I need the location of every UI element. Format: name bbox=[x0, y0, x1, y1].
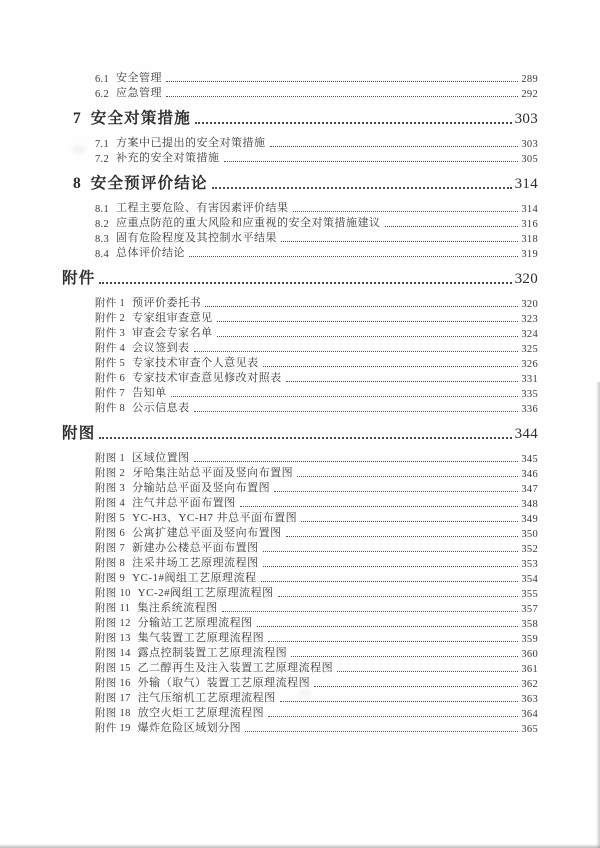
toc-entry-number: 6.2 bbox=[95, 89, 110, 100]
toc-entry-title: 专家技术审查个人意见表 bbox=[132, 357, 259, 369]
toc-entry bbox=[62, 705, 538, 720]
toc-entry-number: 附件 2 bbox=[95, 313, 126, 324]
toc-entry-page: 335 bbox=[521, 389, 538, 400]
dot-leader bbox=[166, 96, 518, 97]
dot-leader bbox=[281, 241, 518, 242]
toc-section-heading-title: 安全预评价结论 bbox=[90, 175, 208, 192]
dot-leader bbox=[257, 626, 519, 627]
toc-entry-title: 会议签到表 bbox=[132, 342, 190, 354]
toc-section-heading-title: 附件 bbox=[62, 270, 96, 287]
dot-leader bbox=[280, 701, 519, 702]
toc-entry-number: 附件 1 bbox=[95, 298, 126, 309]
toc-section-heading-page: 303 bbox=[514, 111, 538, 127]
toc-section-heading-number: 8 bbox=[73, 175, 81, 192]
toc-entry-number: 附图 16 bbox=[95, 678, 131, 689]
toc-entry-title: 露点控制装置工艺原理流程图 bbox=[137, 647, 288, 659]
toc-entry bbox=[62, 540, 538, 555]
toc-entry-page: 323 bbox=[521, 314, 538, 325]
toc-entry-title: 注采井场工艺原理流程图 bbox=[132, 557, 259, 569]
toc-entry bbox=[62, 245, 538, 260]
toc-entry bbox=[62, 310, 538, 325]
scan-edge-right bbox=[596, 382, 600, 848]
toc-entry-title: 集注系统流程图 bbox=[137, 602, 218, 614]
dot-leader bbox=[291, 656, 518, 657]
toc-entry-title: 新建办公楼总平面布置图 bbox=[132, 542, 259, 554]
dot-leader bbox=[212, 187, 512, 189]
toc-entry-page: 348 bbox=[521, 499, 538, 510]
toc-entry-number: 附图 3 bbox=[95, 483, 126, 494]
scan-edge-bottom bbox=[0, 844, 600, 848]
toc-entry-page: 352 bbox=[521, 544, 538, 555]
toc-entry-number: 附图 9 bbox=[95, 573, 126, 584]
toc-entry-number: 附件 19 bbox=[95, 723, 131, 734]
toc-entry-page: 360 bbox=[521, 649, 538, 660]
toc-entry bbox=[62, 85, 538, 100]
toc-entry-number: 8.3 bbox=[95, 234, 110, 245]
toc-entry bbox=[62, 555, 538, 570]
dot-leader bbox=[263, 366, 519, 367]
scan-smudge bbox=[300, 690, 310, 696]
toc-entry-page: 365 bbox=[521, 724, 538, 735]
dot-leader bbox=[286, 381, 519, 382]
toc-entry-title: 集气装置工艺原理流程图 bbox=[137, 632, 265, 644]
toc-section-heading-title: 附图 bbox=[62, 425, 96, 442]
toc-entry-number: 附件 3 bbox=[95, 328, 126, 339]
toc-entry-title: 区域位置图 bbox=[132, 452, 190, 464]
toc-entry-page: 305 bbox=[521, 154, 538, 165]
toc-entry-number: 附件 5 bbox=[95, 358, 126, 369]
toc-entry-number: 6.1 bbox=[95, 74, 110, 85]
toc-entry-page: 364 bbox=[521, 709, 538, 720]
toc-entry-number: 附图 14 bbox=[95, 648, 131, 659]
toc-entry-title: 外输（取气）装置工艺原理流程图 bbox=[137, 677, 311, 689]
toc-entry-number: 附件 4 bbox=[95, 343, 126, 354]
dot-leader bbox=[217, 336, 519, 337]
dot-leader bbox=[268, 641, 518, 642]
toc-entry-title: 预评价委托书 bbox=[132, 297, 202, 309]
dot-leader bbox=[385, 226, 519, 227]
dot-leader bbox=[293, 211, 519, 212]
toc-entry-title: 审查会专家名单 bbox=[132, 327, 213, 339]
dot-leader bbox=[205, 306, 518, 307]
toc-entry bbox=[62, 150, 538, 165]
toc-entry-title: 方案中已提出的安全对策措施 bbox=[116, 137, 266, 149]
dot-leader bbox=[286, 536, 519, 537]
toc-entry-page: 318 bbox=[521, 234, 538, 245]
scan-smudge bbox=[72, 146, 86, 153]
toc-entry bbox=[62, 720, 538, 735]
toc-entry-number: 附图 7 bbox=[95, 543, 126, 554]
toc-entry-number: 附图 15 bbox=[95, 663, 131, 674]
toc-entry bbox=[62, 325, 538, 340]
toc-entry-page: 354 bbox=[521, 574, 538, 585]
dot-leader bbox=[189, 256, 518, 257]
toc-entry-page: 319 bbox=[521, 249, 538, 260]
toc-section-heading-page: 314 bbox=[514, 176, 538, 192]
toc-entry-page: 353 bbox=[521, 559, 538, 570]
toc-entry bbox=[62, 215, 538, 230]
dot-leader bbox=[195, 122, 512, 124]
toc-entry bbox=[62, 230, 538, 245]
toc-entry-page: 349 bbox=[521, 514, 538, 525]
toc-entry-number: 附图 2 bbox=[95, 468, 126, 479]
dot-leader bbox=[222, 611, 519, 612]
toc-entry-number: 附图 12 bbox=[95, 618, 131, 629]
toc-entry bbox=[62, 675, 538, 690]
dot-leader bbox=[263, 551, 519, 552]
toc-entry-page: 326 bbox=[521, 359, 538, 370]
dot-leader bbox=[194, 411, 519, 412]
dot-leader bbox=[245, 731, 518, 732]
toc-entry-page: 324 bbox=[521, 329, 538, 340]
toc-entry bbox=[62, 525, 538, 540]
toc-entry-page: 336 bbox=[521, 404, 538, 415]
toc-entry-number: 附图 11 bbox=[95, 603, 131, 614]
toc-entry-number: 附件 7 bbox=[95, 388, 126, 399]
toc-entry bbox=[62, 340, 538, 355]
toc-entry bbox=[62, 510, 538, 525]
dot-leader bbox=[217, 321, 519, 322]
toc-section-heading-page: 320 bbox=[514, 271, 538, 287]
dot-leader bbox=[270, 146, 519, 147]
toc-entry-number: 附图 13 bbox=[95, 633, 131, 644]
toc-entry-title: YC-H3、YC-H7 井总平面布置图 bbox=[132, 512, 298, 524]
toc-entry bbox=[62, 600, 538, 615]
toc-entry-page: 359 bbox=[521, 634, 538, 645]
dot-leader bbox=[224, 161, 519, 162]
dot-leader bbox=[337, 671, 518, 672]
toc-entry-page: 361 bbox=[521, 664, 538, 675]
toc-entry-title: 工程主要危险、有害因素评价结果 bbox=[116, 202, 289, 214]
toc-entry bbox=[62, 70, 538, 85]
toc-section-heading-title: 安全对策措施 bbox=[90, 110, 191, 127]
toc-entry-number: 附图 8 bbox=[95, 558, 126, 569]
toc-entry bbox=[62, 200, 538, 215]
toc-entry bbox=[62, 480, 538, 495]
dot-leader bbox=[166, 81, 518, 82]
toc-entry bbox=[62, 135, 538, 150]
toc-section-heading-page: 344 bbox=[514, 426, 538, 442]
toc-entry-number: 附图 17 bbox=[95, 693, 131, 704]
dot-leader bbox=[194, 351, 519, 352]
toc-entry-title: 爆炸危险区域划分图 bbox=[137, 722, 242, 734]
toc-entry-title: 告知单 bbox=[132, 387, 167, 399]
toc-entry-number: 附图 4 bbox=[95, 498, 126, 509]
dot-leader bbox=[171, 396, 519, 397]
toc-entry-page: 362 bbox=[521, 679, 538, 690]
toc-entry bbox=[62, 400, 538, 415]
toc-entry-title: 乙二醇再生及注入装置工艺原理流程图 bbox=[137, 662, 334, 674]
toc-entry-title: 公寓扩建总平面及竖向布置图 bbox=[132, 527, 282, 539]
toc-entry-number: 附图 5 bbox=[95, 513, 126, 524]
toc-entry-page: 363 bbox=[521, 694, 538, 705]
toc-entry-number: 附图 1 bbox=[95, 453, 126, 464]
toc-entry-page: 314 bbox=[521, 204, 538, 215]
toc-entry-title: 放空火炬工艺原理流程图 bbox=[137, 707, 265, 719]
toc-entry bbox=[62, 585, 538, 600]
toc-section-heading bbox=[62, 269, 538, 288]
toc-section-heading bbox=[62, 424, 538, 443]
toc-entry bbox=[62, 370, 538, 385]
toc-entry bbox=[62, 465, 538, 480]
toc-entry bbox=[62, 495, 538, 510]
toc-entry-page: 346 bbox=[521, 469, 538, 480]
toc-entry bbox=[62, 295, 538, 310]
dot-leader bbox=[301, 521, 518, 522]
toc-entry-title: 注气井总平面布置图 bbox=[132, 497, 236, 509]
toc-entry bbox=[62, 660, 538, 675]
toc-entry bbox=[62, 385, 538, 400]
toc-entry-title: 公示信息表 bbox=[132, 402, 190, 414]
toc-entry-title: 专家组审查意见 bbox=[132, 312, 213, 324]
dot-leader bbox=[268, 716, 518, 717]
toc-entry-number: 7.2 bbox=[95, 154, 110, 165]
toc-entry-title: 注气压缩机工艺原理流程图 bbox=[137, 692, 276, 704]
toc-entry-number: 8.1 bbox=[95, 204, 110, 215]
toc-entry-page: 320 bbox=[521, 299, 538, 310]
toc-entry bbox=[62, 615, 538, 630]
toc-entry-title: 牙哈集注站总平面及竖向布置图 bbox=[132, 467, 294, 479]
table-of-contents bbox=[62, 70, 538, 735]
toc-entry-page: 347 bbox=[521, 484, 538, 495]
toc-entry-page: 331 bbox=[521, 374, 538, 385]
toc-entry-number: 8.4 bbox=[95, 249, 110, 260]
toc-entry-page: 289 bbox=[521, 74, 538, 85]
toc-entry-number: 附件 6 bbox=[95, 373, 126, 384]
dot-leader bbox=[261, 581, 519, 582]
toc-section-heading-number: 7 bbox=[73, 110, 81, 127]
dot-leader bbox=[99, 282, 511, 284]
toc-entry-page: 355 bbox=[521, 589, 538, 600]
toc-entry bbox=[62, 450, 538, 465]
toc-entry-title: 补充的安全对策措施 bbox=[116, 152, 220, 164]
dot-leader bbox=[240, 506, 519, 507]
toc-entry-title: 分输站工艺原理流程图 bbox=[137, 617, 253, 629]
toc-entry-number: 附图 10 bbox=[95, 588, 131, 599]
toc-section-heading bbox=[62, 109, 538, 128]
toc-entry-page: 316 bbox=[521, 219, 538, 230]
toc-section-heading bbox=[62, 174, 538, 193]
toc-entry-title: 安全管理 bbox=[116, 72, 163, 84]
toc-entry bbox=[62, 630, 538, 645]
toc-entry-page: 357 bbox=[521, 604, 538, 615]
toc-entry bbox=[62, 645, 538, 660]
toc-entry-page: 345 bbox=[521, 454, 538, 465]
toc-entry-title: YC-1#阀组工艺原理流程 bbox=[132, 572, 257, 584]
toc-entry-page: 303 bbox=[521, 139, 538, 150]
toc-entry-number: 附图 18 bbox=[95, 708, 131, 719]
toc-entry-title: 分输站总平面及竖向布置图 bbox=[132, 482, 271, 494]
toc-entry-page: 350 bbox=[521, 529, 538, 540]
dot-leader bbox=[274, 491, 518, 492]
dot-leader bbox=[314, 686, 518, 687]
toc-entry-page: 292 bbox=[521, 89, 538, 100]
dot-leader bbox=[99, 437, 511, 439]
toc-entry-title: 专家技术审查意见修改对照表 bbox=[132, 372, 282, 384]
toc-entry-title: YC-2#阀组工艺原理流程图 bbox=[137, 587, 274, 599]
toc-entry-page: 325 bbox=[521, 344, 538, 355]
toc-entry-number: 7.1 bbox=[95, 139, 110, 150]
dot-leader bbox=[263, 566, 519, 567]
toc-entry bbox=[62, 570, 538, 585]
toc-entry-number: 附图 6 bbox=[95, 528, 126, 539]
toc-entry-number: 附件 8 bbox=[95, 403, 126, 414]
toc-entry-title: 固有危险程度及其控制水平结果 bbox=[116, 232, 278, 244]
toc-entry bbox=[62, 355, 538, 370]
dot-leader bbox=[297, 476, 518, 477]
dot-leader bbox=[194, 461, 519, 462]
toc-entry-number: 8.2 bbox=[95, 219, 110, 230]
dot-leader bbox=[278, 596, 519, 597]
toc-entry-title: 应重点防范的重大风险和应重视的安全对策措施建议 bbox=[116, 217, 381, 229]
toc-entry-title: 总体评价结论 bbox=[116, 247, 186, 259]
toc-entry-page: 358 bbox=[521, 619, 538, 630]
toc-entry-title: 应急管理 bbox=[116, 87, 163, 99]
